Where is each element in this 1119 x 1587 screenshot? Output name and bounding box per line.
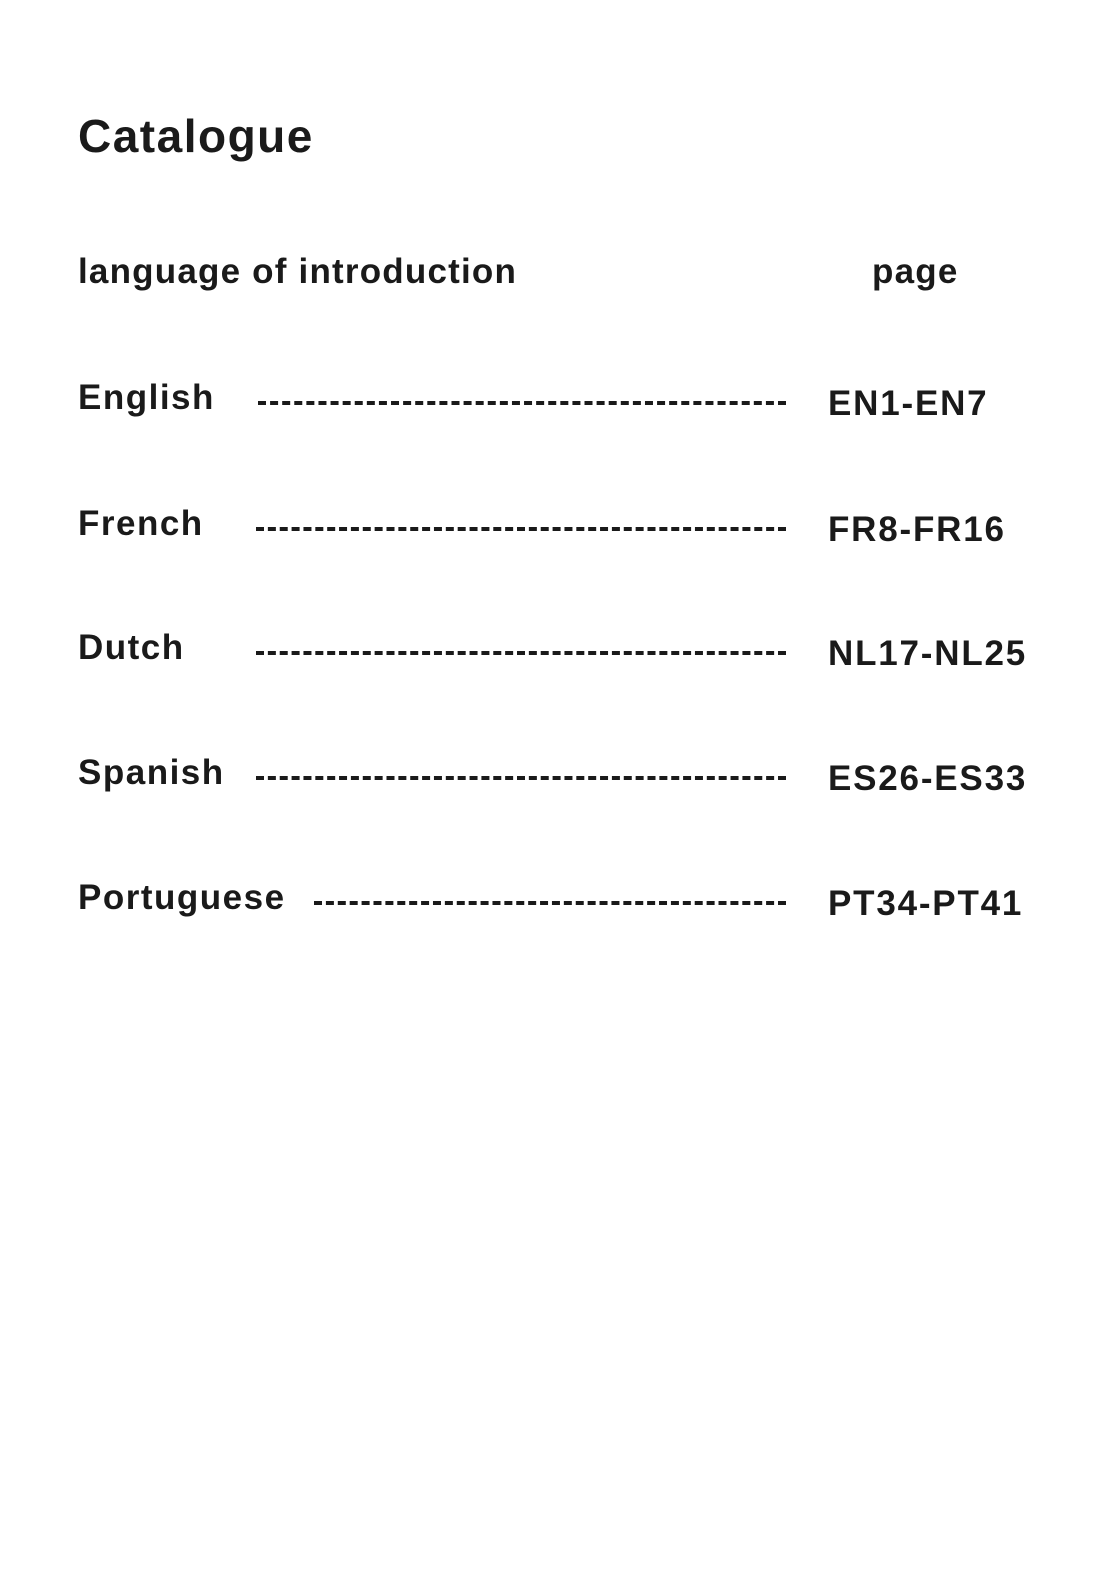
toc-entry-language: Portuguese [78, 878, 286, 917]
column-header-language: language of introduction [78, 252, 518, 291]
dotted-leader [256, 776, 786, 780]
toc-entry-pages: NL17-NL25 [828, 634, 1028, 673]
dotted-leader [256, 527, 786, 531]
toc-entry-language: French [78, 504, 204, 543]
toc-entry-language: English [78, 378, 215, 417]
toc-entry-pages: FR8-FR16 [828, 510, 1006, 549]
toc-entry-pages: ES26-ES33 [828, 759, 1028, 798]
toc-entry-dutch [0, 626, 1119, 676]
page-title: Catalogue [78, 110, 314, 162]
toc-entry-language: Spanish [78, 753, 225, 792]
toc-entry-pages: PT34-PT41 [828, 884, 1024, 923]
dotted-leader [256, 651, 786, 655]
toc-entry-portuguese [0, 876, 1119, 926]
dotted-leader [314, 901, 786, 905]
toc-entry-pages: EN1-EN7 [828, 384, 989, 423]
toc-entry-english [0, 376, 1119, 426]
column-header-page: page [872, 252, 959, 291]
toc-entry-language: Dutch [78, 628, 185, 667]
toc-entry-spanish [0, 751, 1119, 801]
dotted-leader [258, 401, 786, 405]
toc-entry-french [0, 502, 1119, 552]
